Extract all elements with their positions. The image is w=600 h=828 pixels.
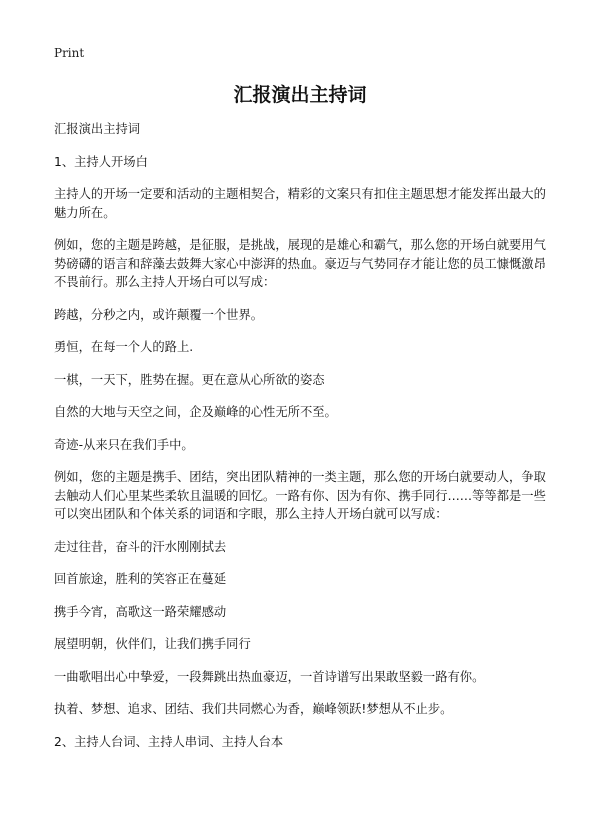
paragraph: 勇恒，在每一个人的路上. bbox=[54, 340, 194, 354]
paragraph: 执着、梦想、追求、团结、我们共同燃心为香，巅峰领跃!梦想从不止步。 bbox=[54, 702, 453, 716]
paragraph: 携手今宵，高歌这一路荣耀感动 bbox=[54, 604, 227, 619]
paragraph: 走过往昔，奋斗的汗水刚刚拭去 bbox=[54, 539, 227, 554]
paragraph: 汇报演出主持词 bbox=[54, 122, 141, 136]
paragraph: 例如，您的主题是跨越，是征服，是挑战，展现的是雄心和霸气，那么您的开场白就要用气势磅礴的语言和辞藻去鼓舞大家心中澎湃的热血。豪迈与气势同存才能让您的员工慷慨激昂不畏前行。那么主持人开场白可以写成： bbox=[54, 238, 546, 289]
paragraph: 例如，您的主题是携手、团结，突出团队精神的一类主题，那么您的开场白就要动人，争取去触动人们心里某些柔软且温暖的回忆。一路有你、因为有你、携手同行……等等都是一些可以突出团队和个体关系的词语和字眼，那么主持人开场白就可以写成： bbox=[54, 470, 546, 521]
paragraph: 回首旅途，胜利的笑容正在蔓延 bbox=[54, 572, 227, 586]
paragraph: 跨越，分秒之内，或许颠覆一个世界。 bbox=[54, 307, 264, 322]
section-heading: 1、主持人开场白 bbox=[54, 154, 148, 169]
paragraph: 奇迹-从来只在我们手中。 bbox=[54, 437, 194, 452]
document-title: 汇报演出主持词 bbox=[233, 84, 367, 106]
paragraph: 主持人的开场一定要和活动的主题相契合，精彩的文案只有扣住主题思想才能发挥出最大的魅力所在。 bbox=[54, 187, 546, 220]
paragraph: 自然的大地与天空之间，企及巅峰的心性无所不至。 bbox=[54, 405, 337, 419]
print-link[interactable]: Print bbox=[54, 46, 85, 60]
section-heading: 2、主持人台词、主持人串词、主持人台本 bbox=[54, 734, 284, 749]
document-body bbox=[54, 120, 554, 751]
paragraph: 展望明朝，伙伴们，让我们携手同行 bbox=[54, 637, 251, 651]
paragraph: 一棋，一天下，胜势在握。更在意从心所欲的姿态 bbox=[54, 372, 325, 387]
paragraph: 一曲歌唱出心中挚爱，一段舞跳出热血豪迈，一首诗谱写出果敢坚毅一路有你。 bbox=[54, 669, 485, 684]
